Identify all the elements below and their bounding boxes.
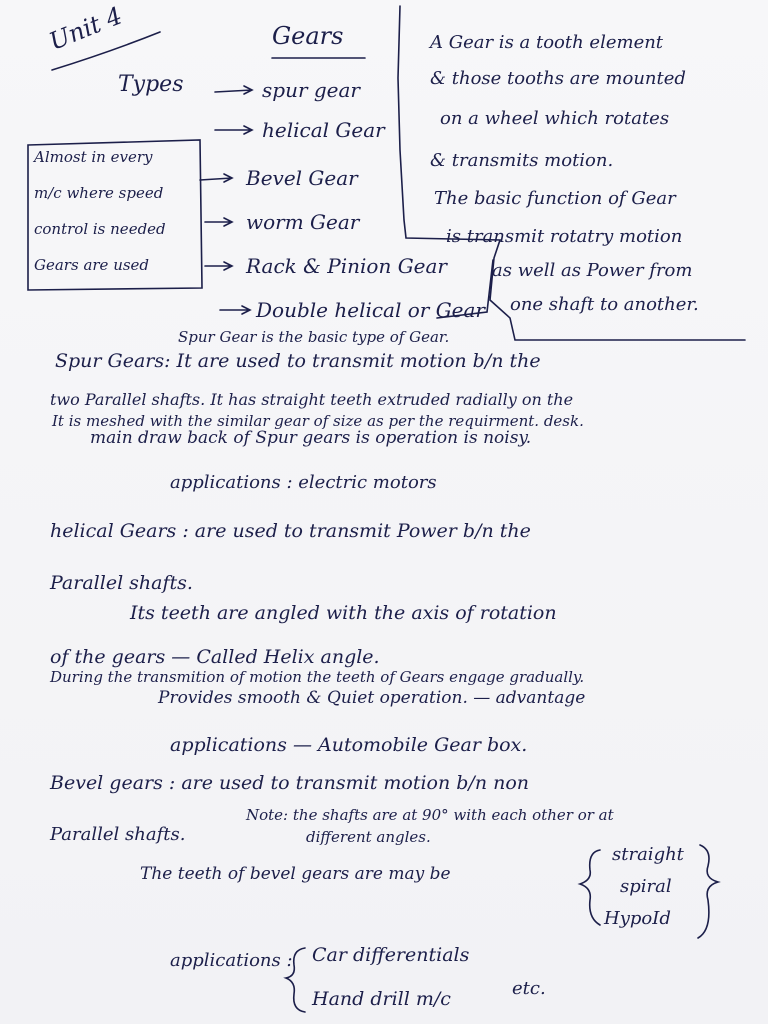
helical-line: During the transmition of motion the teeth of Gears engage gradually. — [50, 668, 585, 686]
type-item: spur gear — [262, 78, 360, 102]
definition-line: one shaft to another. — [510, 294, 699, 315]
helical-applications: applications — Automobile Gear box. — [170, 734, 528, 756]
side-note-line: m/c where speed — [34, 184, 164, 202]
type-item: Bevel Gear — [246, 166, 358, 190]
spur-line: It is meshed with the similar gear of size as per the requirment. desk. — [52, 412, 584, 430]
bevel-applications-label: applications : — [170, 950, 293, 971]
helical-line: helical Gears : are used to transmit Power b/n the — [50, 520, 531, 542]
bevel-teeth-type: spiral — [620, 876, 672, 897]
definition-line: & transmits motion. — [430, 150, 614, 171]
helical-line: Parallel shafts. — [50, 572, 193, 594]
types-label: Types — [118, 72, 184, 97]
definition-line: is transmit rotatry motion — [446, 226, 683, 247]
type-item: Double helical or Gear — [256, 298, 485, 322]
helical-line: Provides smooth & Quiet operation. — advantage — [158, 688, 586, 708]
page-title: Gears — [272, 22, 344, 50]
bevel-note: different angles. — [306, 828, 431, 846]
definition-line: & those tooths are mounted — [430, 68, 686, 89]
bevel-application: Hand drill m/c — [312, 988, 451, 1010]
helical-line: Its teeth are angled with the axis of rotation — [130, 602, 557, 624]
type-item: Rack & Pinion Gear — [246, 254, 447, 278]
definition-line: A Gear is a tooth element — [430, 32, 664, 53]
spur-applications: applications : electric motors — [170, 472, 437, 493]
side-note-line: control is needed — [34, 220, 166, 238]
bevel-line: The teeth of bevel gears are may be — [140, 864, 451, 884]
bevel-application: Car differentials — [312, 944, 470, 966]
bevel-teeth-type: straight — [612, 844, 684, 865]
type-item: helical Gear — [262, 118, 385, 142]
bevel-line: Bevel gears : are used to transmit motion b/n non — [50, 772, 530, 794]
unit-label: Unit 4 — [45, 1, 127, 56]
bevel-application-etc: etc. — [512, 978, 546, 999]
spur-line: two Parallel shafts. It has straight teeth extruded radially on the — [50, 390, 574, 409]
definition-line: The basic function of Gear — [434, 188, 676, 209]
bevel-teeth-type: HypoId — [604, 908, 671, 929]
type-item: worm Gear — [246, 210, 360, 234]
definition-line: as well as Power from — [492, 260, 693, 281]
bevel-note: Note: the shafts are at 90° with each other or at — [246, 806, 614, 824]
spur-line: Spur Gears: It are used to transmit motion b/n the — [55, 350, 541, 372]
side-note-line: Almost in every — [34, 148, 153, 166]
spur-intro: Spur Gear is the basic type of Gear. — [178, 328, 450, 346]
bevel-line: Parallel shafts. — [50, 824, 186, 845]
spur-line: main draw back of Spur gears is operation is noisy. — [90, 428, 532, 448]
definition-line: on a wheel which rotates — [440, 108, 670, 129]
side-note-line: Gears are used — [34, 256, 150, 274]
helical-line: of the gears — Called Helix angle. — [50, 646, 380, 668]
